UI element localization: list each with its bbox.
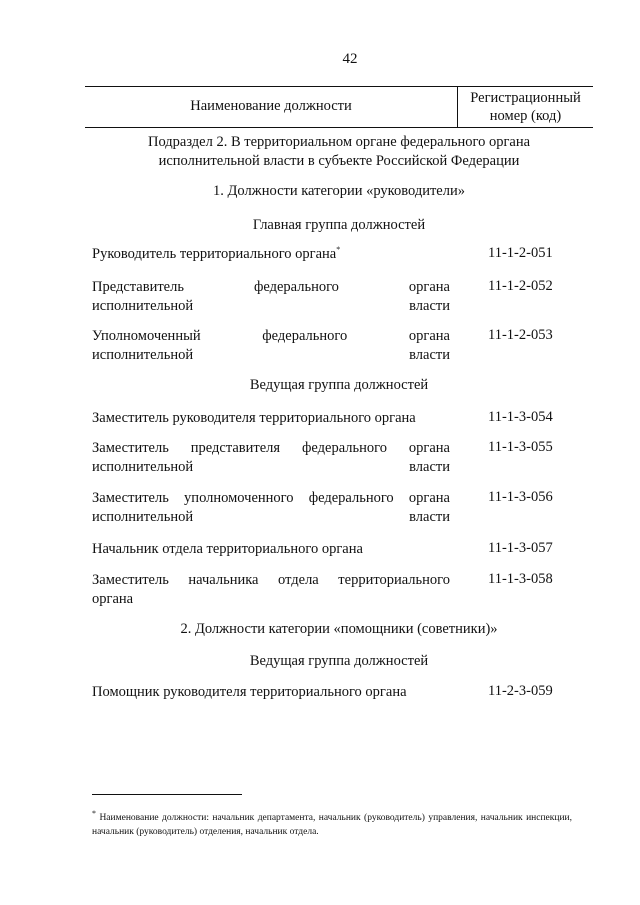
position-code: 11-1-2-053	[488, 327, 553, 343]
position-code: 11-1-2-052	[488, 278, 553, 294]
position-name-line2: исполнительной власти	[92, 347, 450, 363]
subsection-title	[85, 133, 593, 171]
position-name-line1: Начальник отдела территориального органа	[92, 541, 363, 557]
position-name-line2: исполнительной власти	[92, 459, 450, 475]
position-code: 11-2-3-059	[488, 683, 553, 699]
position-code: 11-1-3-056	[488, 489, 553, 505]
subsection-title-line2: исполнительной власти в субъекте Российской Федерации	[158, 153, 520, 169]
position-name-line1: Помощник руководителя территориального органа	[92, 684, 407, 700]
position-name-line1: Заместитель представителя федерального органа	[92, 440, 450, 456]
position-name	[92, 327, 450, 365]
code-column-header-line1: Регистрационный	[470, 90, 581, 106]
position-name	[92, 439, 450, 477]
position-name-line1: Заместитель начальника отдела территориального	[92, 572, 450, 588]
name-column-header: Наименование должности	[190, 98, 352, 114]
footnote-marker: *	[336, 245, 341, 255]
table-header	[85, 86, 593, 128]
position-name	[92, 571, 450, 609]
position-name-line2: исполнительной власти	[92, 298, 450, 314]
position-code: 11-1-3-057	[488, 540, 553, 556]
position-name-line1: Заместитель уполномоченного федерального органа	[92, 490, 450, 506]
group-heading: Главная группа должностей	[252, 217, 426, 233]
position-name-line1: Уполномоченный федерального органа	[92, 328, 450, 344]
code-column-header	[458, 89, 593, 125]
footnote-marker: *	[92, 808, 96, 818]
category-heading: 2. Должности категории «помощники (советники)»	[180, 621, 498, 637]
position-name	[92, 540, 450, 559]
position-name	[92, 683, 450, 702]
group-heading: Ведущая группа должностей	[249, 653, 429, 669]
position-code: 11-1-2-051	[488, 245, 553, 261]
category-heading: 1. Должности категории «руководители»	[213, 183, 465, 199]
code-column-header-line2: номер (код)	[489, 108, 562, 124]
position-name	[92, 489, 450, 527]
footnote-rule	[92, 794, 242, 795]
group-heading: Ведущая группа должностей	[249, 377, 429, 393]
position-code: 11-1-3-054	[488, 409, 553, 425]
position-name	[92, 409, 450, 428]
position-code: 11-1-3-058	[488, 571, 553, 587]
position-name	[92, 278, 450, 316]
subsection-title-line1: Подраздел 2. В территориальном органе федерального органа	[147, 134, 531, 150]
page-number: 42	[342, 51, 358, 67]
footnote	[92, 808, 572, 839]
footnote-text: Наименование должности: начальник департамента, начальник (руководитель) управления, начальник инспекции, начальник (руководитель) отделения, начальник отдела.	[92, 813, 572, 837]
position-name-line1: Заместитель руководителя территориального органа	[92, 410, 416, 426]
position-name-line1: Руководитель территориального органа	[92, 246, 337, 262]
position-name	[92, 245, 450, 264]
position-code: 11-1-3-055	[488, 439, 553, 455]
position-name-line2: органа	[92, 591, 134, 607]
position-name-line1: Представитель федерального органа	[92, 279, 450, 295]
position-name-line2: исполнительной власти	[92, 509, 450, 525]
